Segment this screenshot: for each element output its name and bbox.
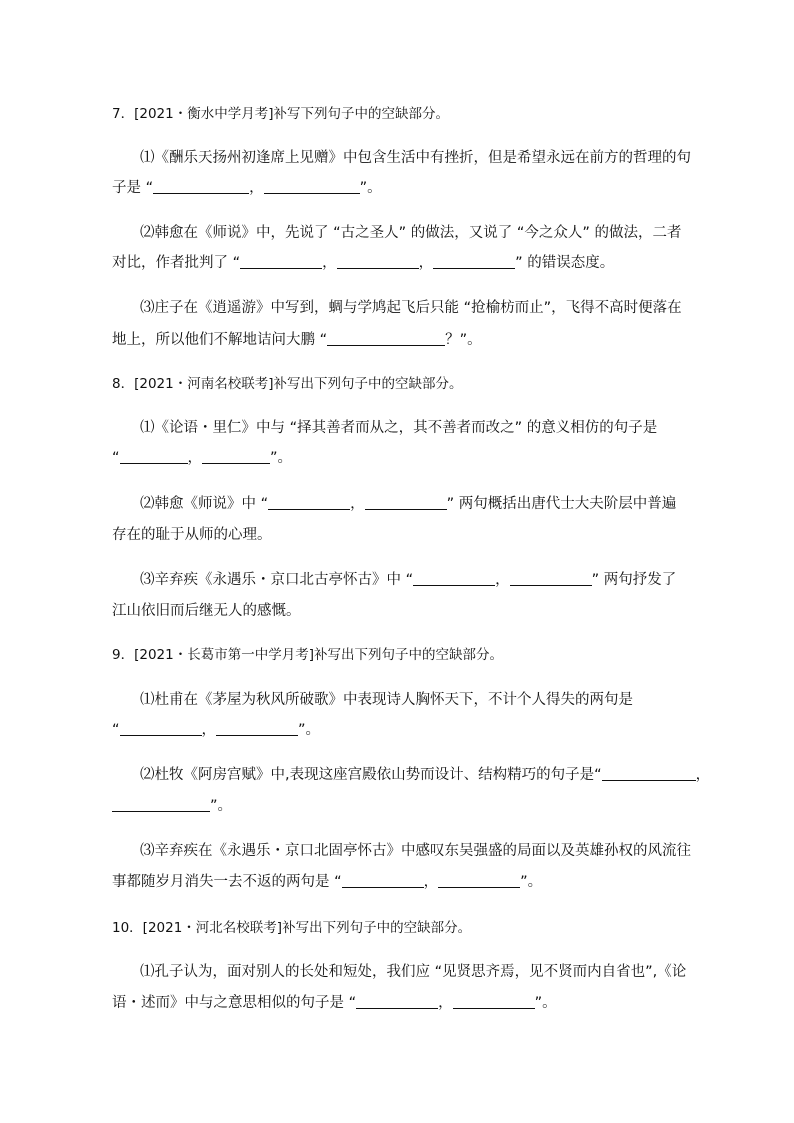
- answer-blank[interactable]: [268, 494, 350, 510]
- q7-item-3-line-1: ⑶庄子在《逍遥游》中写到，蜩与学鸠起飞后只能 “抢榆枋而止”，飞得不高时便落在: [140, 300, 682, 316]
- answer-blank[interactable]: [356, 993, 438, 1009]
- answer-blank[interactable]: [120, 448, 188, 464]
- q9-item-3-line-2: 事都随岁月消失一去不返的两句是 “ ， ”。: [112, 874, 543, 890]
- answer-blank[interactable]: [433, 253, 515, 269]
- answer-blank[interactable]: [112, 796, 210, 812]
- answer-blank[interactable]: [120, 720, 202, 736]
- q8-item-1-line-2: “ ， ”。: [112, 450, 293, 466]
- answer-blank[interactable]: [510, 570, 592, 586]
- answer-blank[interactable]: [365, 494, 447, 510]
- question-10-header: 10．[2021・河北名校联考]补写出下列句子中的空缺部分。: [112, 920, 472, 936]
- q8-item-3-line-2: 江山依旧而后继无人的感慨。: [112, 603, 301, 619]
- answer-blank[interactable]: [453, 993, 535, 1009]
- answer-blank[interactable]: [337, 253, 419, 269]
- answer-blank[interactable]: [240, 253, 322, 269]
- question-9-header: 9．[2021・长葛市第一中学月考]补写出下列句子中的空缺部分。: [112, 647, 503, 663]
- q7-item-2-line-2: 对比，作者批判了 “ ， ， ” 的错误态度。: [112, 255, 615, 271]
- q7-item-1-line-2: 子是 “ ， ”。: [112, 180, 382, 196]
- q7-item-2-line-1: ⑵韩愈在《师说》中，先说了 “古之圣人” 的做法，又说了 “今之众人” 的做法，二者: [140, 225, 682, 241]
- answer-blank[interactable]: [413, 570, 495, 586]
- q7-item-3-line-2: 地上，所以他们不解地诘问大鹏 “ ？”。: [112, 332, 482, 348]
- q9-item-2-line-1: ⑵杜牧《阿房宫赋》中,表现这座宫殿依山势而设计、结构精巧的句子是“ ，: [140, 767, 711, 783]
- q7-item-1-line-1: ⑴《酬乐天扬州初逢席上见赠》中包含生活中有挫折，但是希望永远在前方的哲理的句: [140, 150, 691, 166]
- q8-item-3-line-1: ⑶辛弃疾《永遇乐・京口北古亭怀古》中 “ ， ” 两句抒发了: [140, 572, 677, 588]
- q9-item-1-line-1: ⑴杜甫在《茅屋为秋风所破歌》中表现诗人胸怀天下，不计个人得失的两句是: [140, 692, 633, 708]
- question-7-header: 7．[2021・衡水中学月考]补写下列句子中的空缺部分。: [112, 106, 449, 122]
- q9-item-1-line-2: “ ， ”。: [112, 722, 321, 738]
- answer-blank[interactable]: [216, 720, 298, 736]
- question-8-header: 8．[2021・河南名校联考]补写出下列句子中的空缺部分。: [112, 376, 463, 392]
- q8-item-2-line-2: 存在的耻于从师的心理。: [112, 527, 272, 543]
- q9-item-3-line-1: ⑶辛弃疾在《永遇乐・京口北固亭怀古》中感叹东吴强盛的局面以及英雄孙权的风流往: [140, 843, 691, 859]
- answer-blank[interactable]: [153, 178, 249, 194]
- answer-blank[interactable]: [602, 765, 696, 781]
- answer-blank[interactable]: [438, 872, 520, 888]
- q10-item-1-line-2: 语・述而》中与之意思相似的句子是 “ ， ”。: [112, 995, 557, 1011]
- q9-item-2-line-2: ”。: [112, 796, 232, 816]
- q8-item-1-line-1: ⑴《论语・里仁》中与 “择其善者而从之，其不善者而改之” 的意义相仿的句子是: [140, 420, 658, 436]
- answer-blank[interactable]: [264, 178, 360, 194]
- answer-blank[interactable]: [202, 448, 270, 464]
- answer-blank[interactable]: [327, 330, 445, 346]
- q10-item-1-line-1: ⑴孔子认为，面对别人的长处和短处，我们应 “见贤思齐焉，见不贤而内自省也”,《论: [140, 964, 687, 980]
- answer-blank[interactable]: [342, 872, 424, 888]
- q8-item-2-line-1: ⑵韩愈《师说》中 “ ， ” 两句概括出唐代士大夫阶层中普遍: [140, 496, 677, 512]
